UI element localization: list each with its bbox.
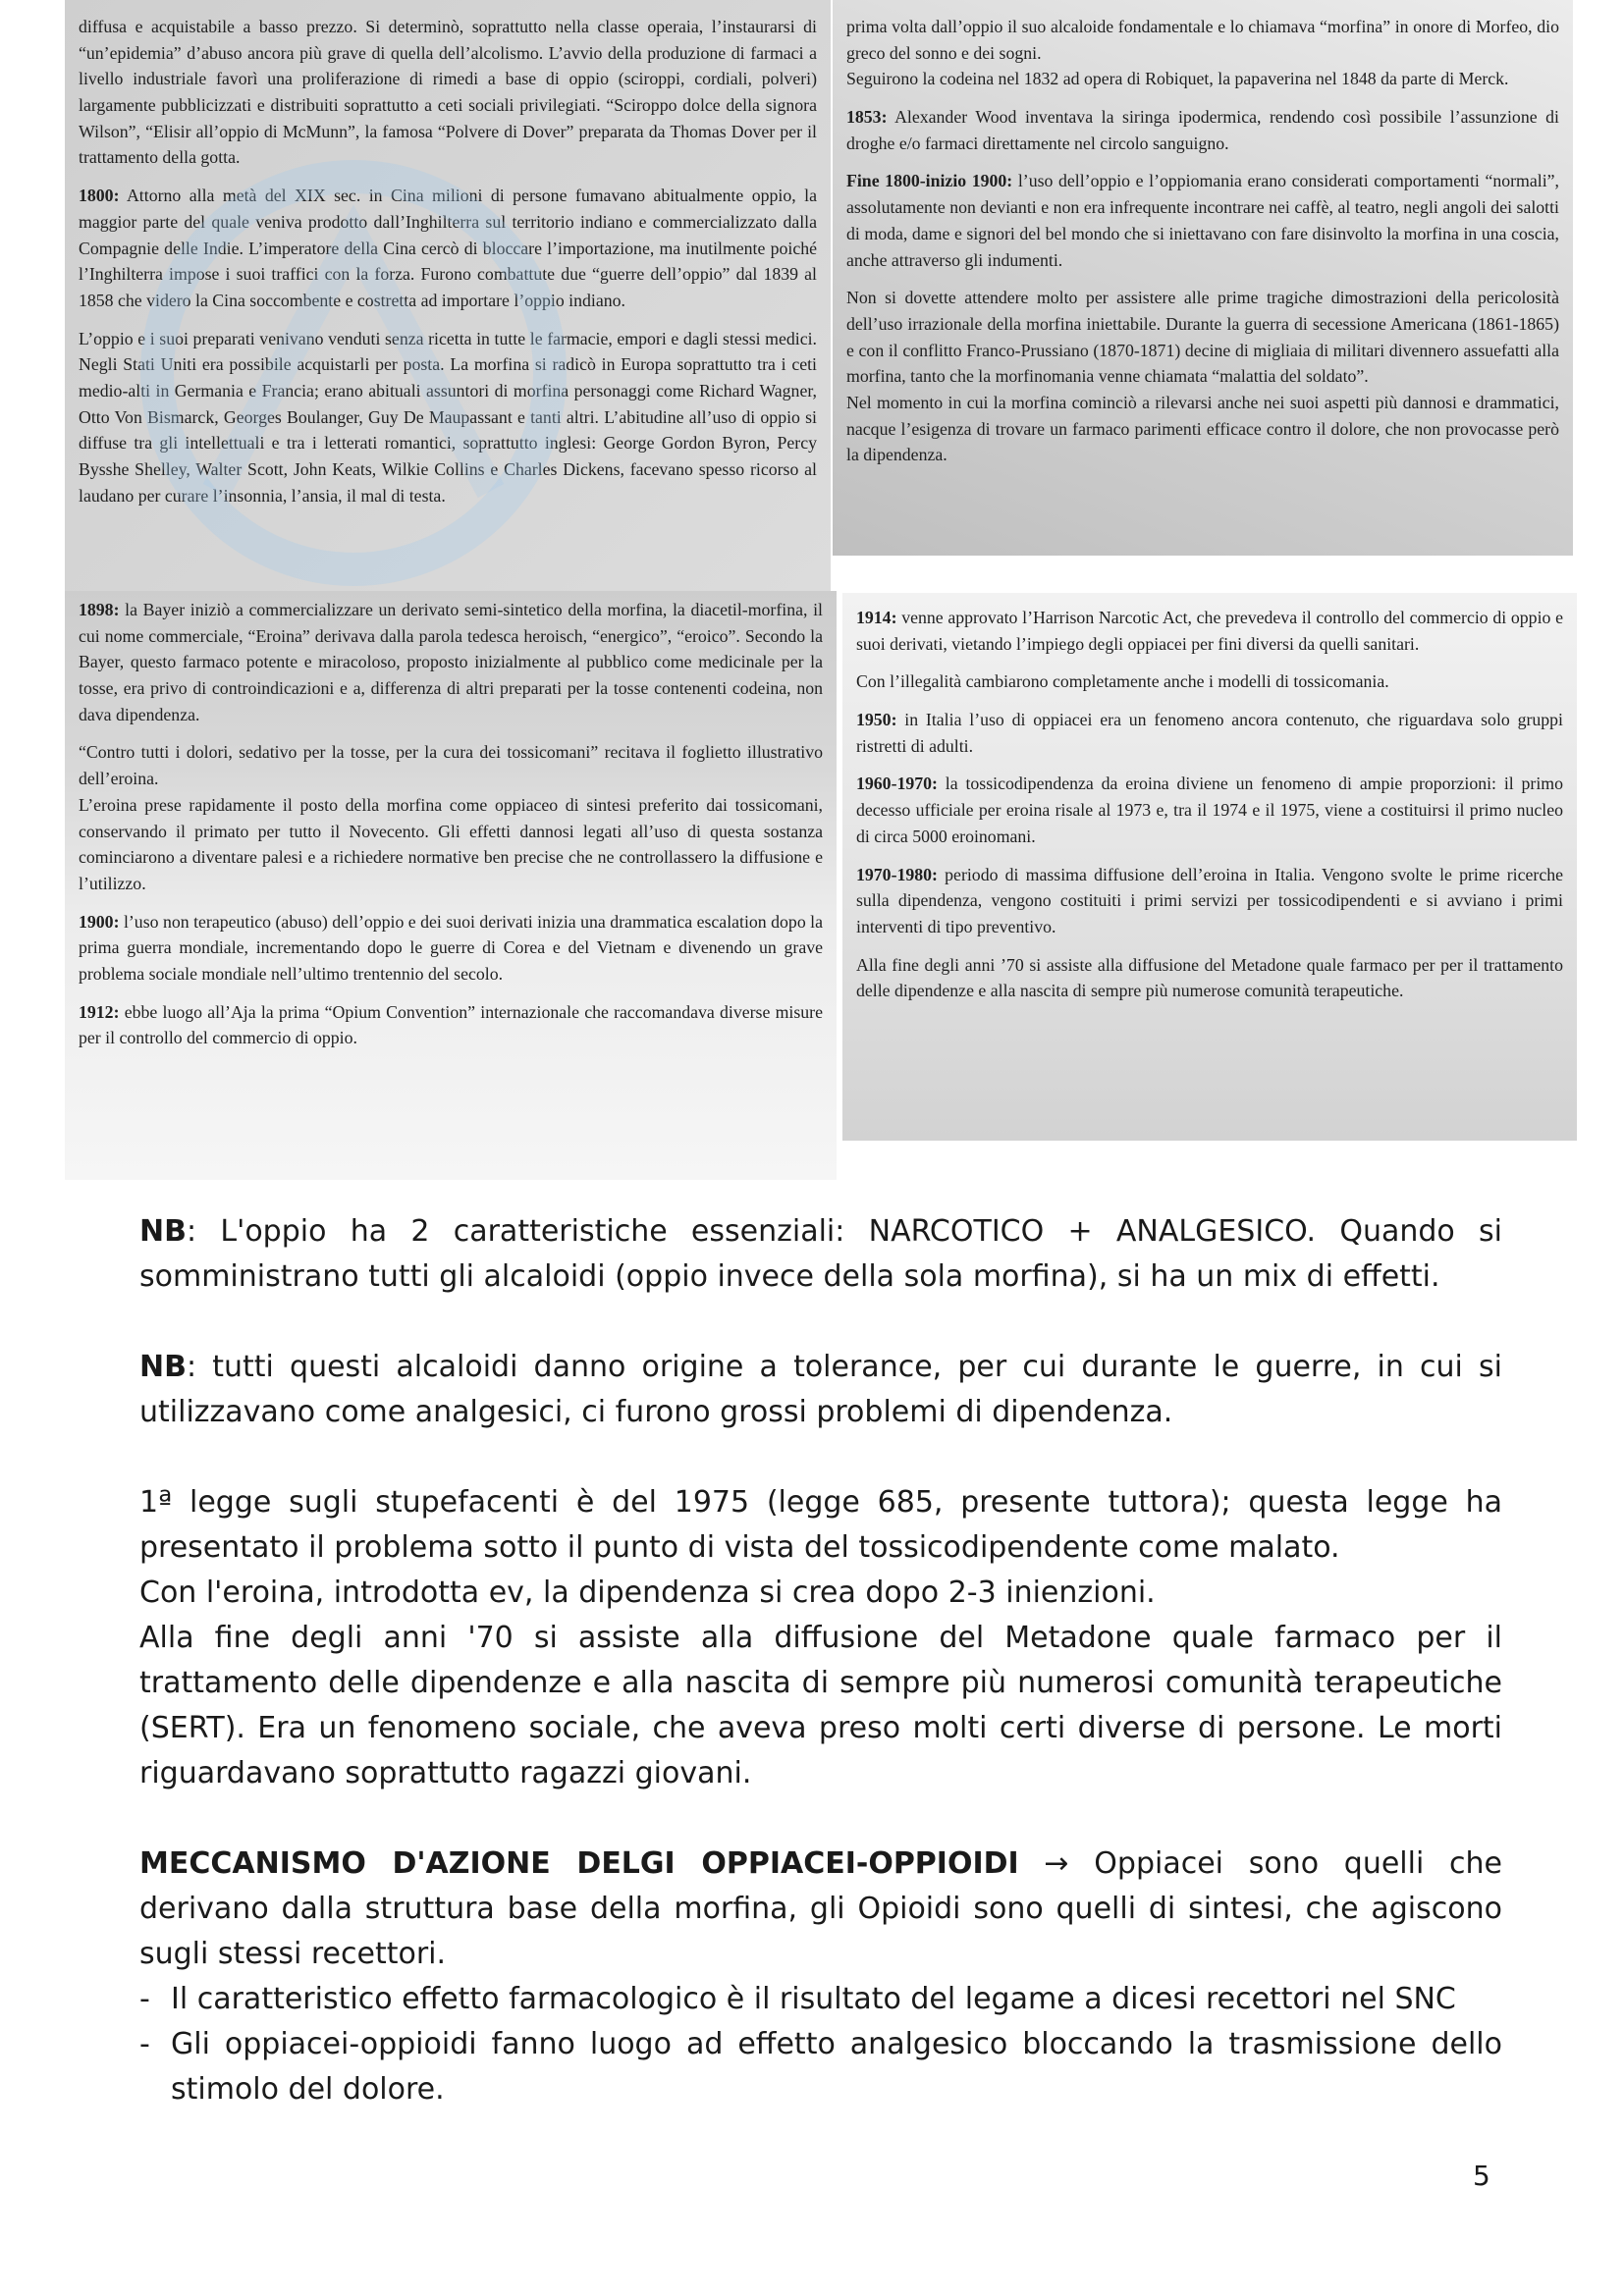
scan-text: ebbe luogo all’Aja la prima “Opium Convention” internazionale che raccomandava diverse misure per il controllo del commercio di oppio.: [79, 1001, 823, 1048]
mechanism-heading: MECCANISMO D'AZIONE DELGI OPPIACEI-OPPIOIDI: [139, 1846, 1019, 1881]
timeline-year: 1970-1980:: [856, 864, 938, 884]
scan-text: Nel momento in cui la morfina cominciò a rilevarsi anche nei suoi aspetti più dannosi e drammatici, nacque l’esigenza di trovare un farmaco parimenti efficace contro il dolore, che non provocasse però la dipendenza.: [846, 392, 1559, 465]
scan-text: Non si dovette attendere molto per assistere alle prime tragiche dimostrazioni della pericolosità dell’uso irrazionale della morfina iniettabile. Durante la guerra di secessione Americana (1861-1865) e con il conflitto Franco-Prussiano (1870-1871) decine di migliaia di militari divennero assuefatti alla morfina, tanto che la morfinomania venne chiamata “malattia del soldato”.: [846, 288, 1559, 387]
scan-text: in Italia l’uso di oppiacei era un fenomeno ancora contenuto, che riguardava solo gruppi ristretti di adulti.: [856, 710, 1563, 756]
arrow-icon: →: [1018, 1846, 1095, 1881]
law-paragraph: 1ª legge sugli stupefacenti è del 1975 (legge 685, presente tuttora); questa legge ha presentato il problema sotto il punto di vista del tossicodipendente come malato.: [139, 1485, 1502, 1565]
mechanism-text: Oppiacei sono quelli che derivano dalla struttura base della morfina, gli Opioidi sono quelli di sintesi, che agiscono sugli stessi recettori.: [139, 1846, 1503, 1971]
mechanism-paragraph: [139, 1842, 1502, 1977]
scan-paragraph: [79, 597, 823, 727]
scan-paragraph: [846, 66, 1559, 92]
study-notes: [139, 1209, 1502, 2112]
scan-text: la tossicodipendenza da eroina diviene un fenomeno di ampie proporzioni: il primo decesso ufficiale per eroina risale al 1973 e, tra il 1974 e il 1975, viene a costituirsi il primo nucleo di circa 5000 eroinomani.: [856, 774, 1563, 846]
scanned-excerpt-bottom-left: [65, 591, 837, 1180]
dash-bullet-icon: -: [139, 1982, 150, 2016]
scan-paragraph: [856, 605, 1563, 657]
scan-paragraph: [856, 668, 1563, 695]
scan-text: la Bayer iniziò a commercializzare un derivato semi-sintetico della morfina, la diacetil-morfina, il cui nome commerciale, “Eroina” derivava dalla parola tedesca heroisch, “energico”, “eroico”. Secondo la Bayer, questo farmaco potente e miracoloso, proposto inizialmente al pubblico come medicinale per la tosse, era privo di controindicazioni e a, differenza di altri preparati per la tosse contenenti codeina, non dava dipendenza.: [79, 600, 823, 724]
nb-label: NB: [139, 1214, 187, 1249]
nb-paragraph-2: [139, 1345, 1502, 1435]
timeline-year: 1800:: [79, 186, 120, 206]
scan-text: periodo di massima diffusione dell’eroina in Italia. Vengono svolte le prime ricerche sulla dipendenza, vengono costituiti i primi servizi per tossicodipendenti e si avviano i primi interventi di tipo preventivo.: [856, 864, 1563, 936]
timeline-year: 1950:: [856, 710, 897, 730]
scan-text: venne approvato l’Harrison Narcotic Act, che prevedeva il controllo del commercio di oppio e suoi derivati, vietando l’impiego degli oppiacei per fini diversi da quelli sanitari.: [856, 608, 1563, 654]
scan-text: l’uso dell’oppio e l’oppiomania erano considerati comportamenti “normali”, assolutamente non devianti e non era infrequente incontrare nei caffè, al teatro, negli angoli dei salotti di moda, dame e signori del bel mondo che si iniettavano con fare disinvolto la morfina in una coscia, anche attraverso gli indumenti.: [846, 171, 1559, 270]
scanned-excerpt-top-left: [65, 0, 831, 597]
scan-paragraph: [856, 862, 1563, 940]
timeline-year: 1912:: [79, 1001, 120, 1022]
scan-paragraphs: [79, 14, 817, 508]
scan-paragraph: [846, 168, 1559, 273]
scan-text: prima volta dall’oppio il suo alcaloide fondamentale e lo chiamava “morfina” in onore di Morfeo, dio greco del sonno e dei sogni.: [846, 17, 1559, 63]
scan-paragraph: [79, 909, 823, 988]
scan-text: Seguirono la codeina nel 1832 ad opera di Robiquet, la papaverina nel 1848 da parte di Merck.: [846, 69, 1509, 89]
scan-text: L’oppio e i suoi preparati venivano venduti senza ricetta in tutte le farmacie, empori e dagli stessi medici. Negli Stati Uniti era possibile acquistarli per posta. La morfina si radicò in Europa soprattutto tra i ceti medio-alti in Germania e Francia; erano abituali assuntori di morfina personaggi come Richard Wagner, Otto Von Bismarck, Georges Boulanger, Guy De Maupassant e tanti altri. L’abitudine all’uso di oppio si diffuse tra gli intellettuali e tra i letterati romantici, soprattutto inglesi: George Gordon Byron, Percy Bysshe Shelley, Walter Scott, John Keats, Wilkie Collins e Charles Dickens, facevano spesso ricorso al laudano per curare l’insonnia, l’ansia, il mal di testa.: [79, 328, 817, 506]
scan-text: L’eroina prese rapidamente il posto della morfina come oppiaceo di sintesi preferito dai tossicomani, conservando il primato per tutto il Novecento. Gli effetti dannosi legati all’uso di questa sostanza cominciarono a diventare palesi e a richiedere normative ben precise che ne controllassero la diffusione e l’utilizzo.: [79, 794, 823, 893]
scan-paragraph: [856, 952, 1563, 1004]
scan-paragraph: [79, 739, 823, 791]
nb-text: : tutti questi alcaloidi danno origine a tolerance, per cui durante le guerre, in cui si utilizzavano come analgesici, ci furono grossi problemi di dipendenza.: [139, 1350, 1502, 1429]
list-item: - Il caratteristico effetto farmacologico è il risultato del legame a dicesi recettori nel SNC: [139, 1977, 1502, 2022]
scan-paragraph: [79, 792, 823, 897]
scanned-excerpt-bottom-right: [842, 593, 1577, 1141]
list-item: - Gli oppiacei-oppioidi fanno luogo ad effetto analgesico bloccando la trasmissione dello stimolo del dolore.: [139, 2022, 1502, 2112]
methadone-paragraph: Alla fine degli anni '70 si assiste alla diffusione del Metadone quale farmaco per il trattamento delle dipendenze e alla nascita di sempre più numerosi comunità terapeutiche (SERT). Era un fenomeno sociale, che aveva preso molti certi diverse di persone. Le morti riguardavano soprattutto ragazzi giovani.: [139, 1621, 1502, 1790]
nb-text: : L'oppio ha 2 caratteristiche essenziali: NARCOTICO + ANALGESICO. Quando si somministrano tutti gli alcaloidi (oppio invece della sola morfina), si ha un mix di effetti.: [139, 1214, 1502, 1294]
page-number: 5: [1473, 2160, 1490, 2192]
scan-text: l’uso non terapeutico (abuso) dell’oppio e dei suoi derivati inizia una drammatica escalation dopo la prima guerra mondiale, incrementando dopo le guerre di Corea e del Vietnam e divenendo un grave problema sociale mondiale nell’ultimo trentennio del secolo.: [79, 911, 823, 984]
scan-paragraphs: [856, 605, 1563, 1004]
scan-text: Alexander Wood inventava la siringa ipodermica, rendendo così possibile l’assunzione di droghe e/o farmaci direttamente nel circolo sanguigno.: [846, 107, 1559, 153]
scan-text: Alla fine degli anni ’70 si assiste alla diffusione del Metadone quale farmaco per per il trattamento delle dipendenze e alla nascita di sempre più numerose comunità terapeutiche.: [856, 954, 1563, 1001]
scan-paragraph: [856, 707, 1563, 759]
dash-bullet-icon: -: [139, 2027, 150, 2061]
scan-paragraph: [846, 14, 1559, 66]
scan-paragraph: [79, 183, 817, 313]
bullet-list: [139, 1977, 1502, 2112]
scan-paragraphs: [79, 597, 823, 1063]
timeline-year: 1914:: [856, 608, 897, 627]
scan-text: “Contro tutti i dolori, sedativo per la tosse, per la cura dei tossicomani” recitava il foglietto illustrativo dell’eroina.: [79, 742, 823, 789]
scan-paragraphs: [846, 14, 1559, 468]
timeline-year: 1898:: [79, 600, 120, 619]
timeline-year: 1853:: [846, 107, 888, 128]
scan-paragraph: [846, 285, 1559, 390]
scan-paragraph: [856, 771, 1563, 849]
nb-paragraph-1: [139, 1209, 1502, 1300]
nb-label: NB: [139, 1350, 187, 1384]
scan-paragraph: [846, 104, 1559, 156]
scanned-excerpt-top-right: [833, 0, 1573, 556]
scan-text: Attorno alla metà del XIX sec. in Cina milioni di persone fumavano abitualmente oppio, la maggior parte del quale veniva prodotto dall’Inghilterra sul territorio indiano e commercializzato dalla Compagnie delle Indie. L’imperatore della Cina cercò di bloccare l’importazione, ma inutilmente poiché l’Inghilterra impose i suoi traffici con la forza. Furono combattute due “guerre dell’oppio” dal 1839 al 1858 che videro la Cina soccombente e costretta ad importare l’oppio indiano.: [79, 186, 818, 310]
scan-paragraph: [846, 390, 1559, 468]
scan-text: Con l’illegalità cambiarono completamente anche i modelli di tossicomania.: [856, 671, 1389, 692]
timeline-year: Fine 1800-inizio 1900:: [846, 171, 1013, 191]
scan-paragraph: [79, 999, 823, 1051]
scan-paragraph: [79, 326, 817, 509]
heroin-paragraph: Con l'eroina, introdotta ev, la dipendenza si crea dopo 2-3 inienzioni.: [139, 1575, 1156, 1610]
timeline-year: 1960-1970:: [856, 774, 938, 794]
scan-paragraph: [79, 14, 817, 171]
scan-text: diffusa e acquistabile a basso prezzo. Si determinò, soprattutto nella classe operaia, l’instaurarsi di “un’epidemia” d’abuso ancora più grave di quella dell’alcolismo. L’avvio della produzione di farmaci a livello industriale favorì una proliferazione di rimedi a base di oppio (sciroppi, cordiali, polveri) largamente pubblicizzati e distribuiti soprattutto a ceti sociali privilegiati. “Sciroppo dolce della signora Wilson”, “Elisir all’oppio di McMunn”, la famosa “Polvere di Dover” preparata da Thomas Dover per il trattamento della gotta.: [79, 17, 817, 168]
timeline-year: 1900:: [79, 911, 120, 932]
